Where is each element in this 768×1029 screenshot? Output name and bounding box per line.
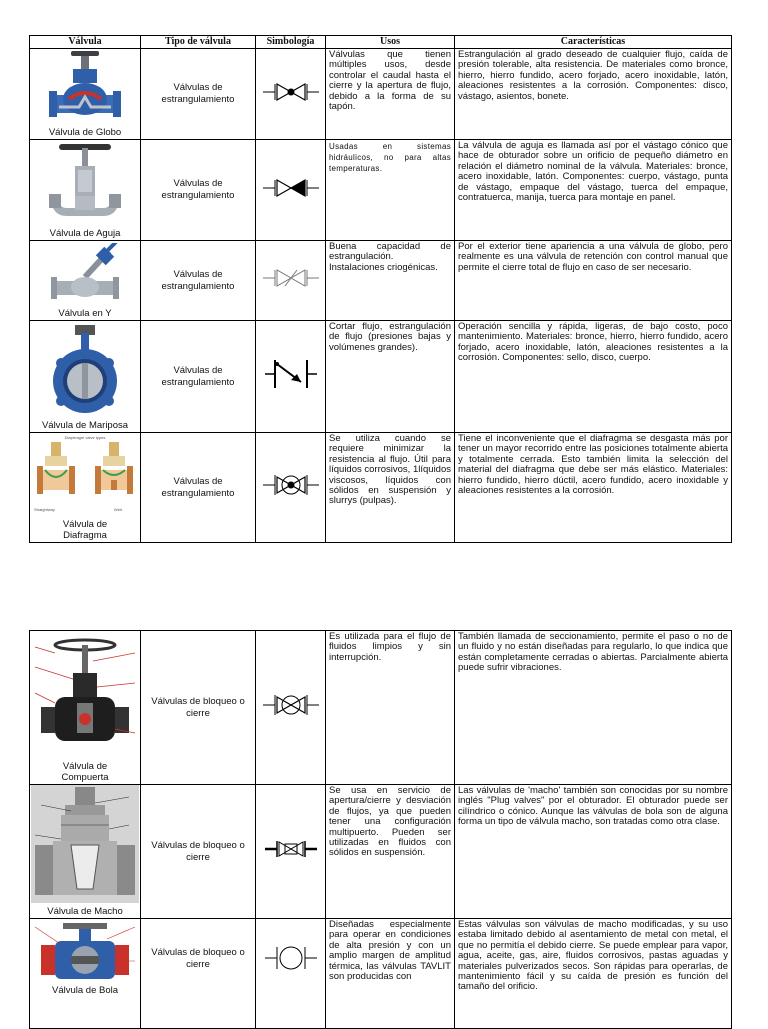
ball-valve-symbol-cell [256,919,326,1029]
valve-name: Válvula de Globo [48,127,122,138]
diaphragm-valve-symbol-cell [256,433,326,543]
y-valve-image [45,243,125,307]
header-row [30,36,732,49]
valve-name: Válvula de Aguja [49,228,121,239]
plug-valve-symbol-cell [256,785,326,919]
butterfly-valve-symbol-icon [261,354,321,394]
valve-uses: Diseñadas especialmente para operar en condiciones de alta presión y con un amplio margen de amplitud térmica, las válvulas TAVLIT son producidas con [326,919,455,1029]
valve-uses: Se usa en servicio de apertura/cierre y desviación de flujos, ya que pueden tener una configuración multipuerto. Pueden ser utilizadas en fluidos con sólidos en suspensión. [326,785,455,919]
butterfly-valve-image [45,323,125,417]
valve-name: Válvula de Diafragma [62,519,108,541]
butterfly-valve-symbol-cell [256,321,326,433]
needle-valve-symbol-icon [261,176,321,200]
header-usos: Usos [326,36,455,49]
valve-name: Válvula de Mariposa [41,420,129,431]
gate-valve-image [33,633,137,757]
valve-characteristics: Estas válvulas son válvulas de macho modificadas, y su uso estaba limitado debido al asentamiento de metal con metal, el que no permitía el debido cierre. Se puede emplear para vapor, agua, aceite, gas, aire, fluidos corrosivos, pastas aguadas y materiales pulverizados secos. Son rápidas para operarlas, de mantenimiento fácil y su caída de presión es función del tamaño del orificio. [455,919,732,1029]
valve-characteristics: La válvula de aguja es llamada así por el vástago cónico que hace de obturador sobre un orificio de pequeño diámetro en relación el diámetro nominal de la válvula. Materiales: bronce, acero inoxidable, latón. Componentes: cuerpo, vástago, punta de vástago, empaque del vástago, tuerca del empaque, contratuerca, manija, tuerca para montaje en panel. [455,140,732,241]
valve-table-top [29,35,732,543]
header-tipo: Tipo de válvula [141,36,256,49]
diaphragm-valve-image [33,440,137,502]
diaphragm-valve-symbol-icon [261,472,321,498]
valve-type: Válvulas de estrangulamiento [141,241,256,321]
valve-characteristics: Por el exterior tiene apariencia a una válvula de globo, pero realmente es una válvula de retención con control manual que permite el cierre total de flujo en caso de ser necesario. [455,241,732,321]
valve-type: Válvulas de estrangulamiento [141,321,256,433]
needle-valve-symbol-cell [256,140,326,241]
valve-type: Válvulas de estrangulamiento [141,49,256,140]
table-row [30,433,732,543]
valve-table-bottom [29,630,732,1029]
globe-valve-symbol-cell [256,49,326,140]
valve-characteristics: Operación sencilla y rápida, ligeras, de bajo costo, poco mantenimiento. Materiales: bronce, hierro, hierro fundido, acero forjado, acero inoxidable, latón, aleaciones resistentes a la corrosión. Componentes: sello, disco, cuerpo. [455,321,732,433]
gate-valve-symbol-cell [256,631,326,785]
valve-image-cell [30,631,141,785]
valve-image-cell [30,49,141,140]
table-row [30,49,732,140]
table-row [30,140,732,241]
table-row [30,631,732,785]
plug-valve-image [31,785,139,903]
valve-type: Válvulas de bloqueo o cierre [141,919,256,1029]
valve-image-cell [30,785,141,919]
valve-characteristics: Tiene el inconveniente que el diafragma se desgasta más por tener un mayor recorrido entre las posiciones totalmente abierta y totalmente cerrada. Esto también limita la selección del material del diafragma que debe ser más elástico. Materiales: hierro fundido, hierro dúctil, acero fundido, acero inoxidable y aleaciones resistentes a la corrosión. [455,433,732,543]
table-row [30,241,732,321]
valve-characteristics: También llamada de seccionamiento, permite el paso o no de un fluido y no están diseñadas para regularlo, lo que indica que están completamente cerradas o abiertas. Parcialmente abierta puede sufrir vibraciones. [455,631,732,785]
diaphragm-label-left: Straightway [34,507,55,512]
needle-valve-image [45,142,125,224]
valve-image-cell [30,241,141,321]
valve-type: Válvulas de estrangulamiento [141,140,256,241]
valve-uses: Es utilizada para el flujo de fluidos limpios y sin interrupción. [326,631,455,785]
valve-name: Válvula de Macho [47,906,123,917]
header-valvula: Válvula [30,36,141,49]
valve-name: Válvula de Bola [51,985,119,996]
table-row [30,785,732,919]
valve-type: Válvulas de bloqueo o cierre [141,785,256,919]
globe-valve-image [45,51,125,125]
globe-valve-symbol-icon [261,80,321,104]
valve-name: Válvula en Y [58,308,112,319]
header-simbologia: Simbología [256,36,326,49]
ball-valve-symbol-icon [261,943,321,973]
valve-image-cell [30,433,141,543]
valve-image-cell [30,140,141,241]
valve-type: Válvulas de estrangulamiento [141,433,256,543]
valve-characteristics: Estrangulación al grado deseado de cualquier flujo, caída de presión tolerable, alta resistencia. De materiales como bronce, hierro, hierro fundido, acero forjado, acero inoxidable, latón, aleaciones resistentes a la corrosión. Componentes: disco, vástago, asientos, bonete. [455,49,732,140]
diaphragm-image-caption: Diaphragm valve types [64,435,106,440]
y-valve-symbol-cell [256,241,326,321]
valve-uses: Buena capacidad de estrangulación. Instalaciones criogénicas. [326,241,455,321]
gate-valve-symbol-icon [261,692,321,718]
valve-type: Válvulas de bloqueo o cierre [141,631,256,785]
table-row [30,321,732,433]
valve-uses: Cortar flujo, estrangulación de flujo (presiones bajas y volúmenes grandes). [326,321,455,433]
valve-characteristics: Las válvulas de 'macho' también son conocidas por su nombre inglés "Plug valves" por el obturador. El obturador puede ser cilíndrico o cónico. Aunque las válvulas de bola son de alguna forma un tipo de válvula macho, son tratadas como otra clase. [455,785,732,919]
y-valve-symbol-icon [261,266,321,290]
header-caracteristicas: Características [455,36,732,49]
valve-uses: Válvulas que tienen múltiples usos, desde controlar el caudal hasta el cierre y la apertura de flujo, debido a la forma de su tapón. [326,49,455,140]
plug-valve-symbol-icon [261,836,321,862]
ball-valve-image [33,921,137,983]
valve-uses: Se utiliza cuando se requiere minimizar la resistencia al flujo. Útil para líquidos corrosivos, 1líquidos viscosos, líquidos con sólidos en suspensión y slurrys (pulpas). [326,433,455,543]
table-row [30,919,732,1029]
diaphragm-label-right: Weir [114,507,123,512]
valve-uses: Usadas en sistemas hidráulicos, no para altas temperaturas. [326,140,455,241]
valve-image-cell [30,321,141,433]
valve-name: Válvula de Compuerta [61,761,109,783]
valve-image-cell [30,919,141,1029]
